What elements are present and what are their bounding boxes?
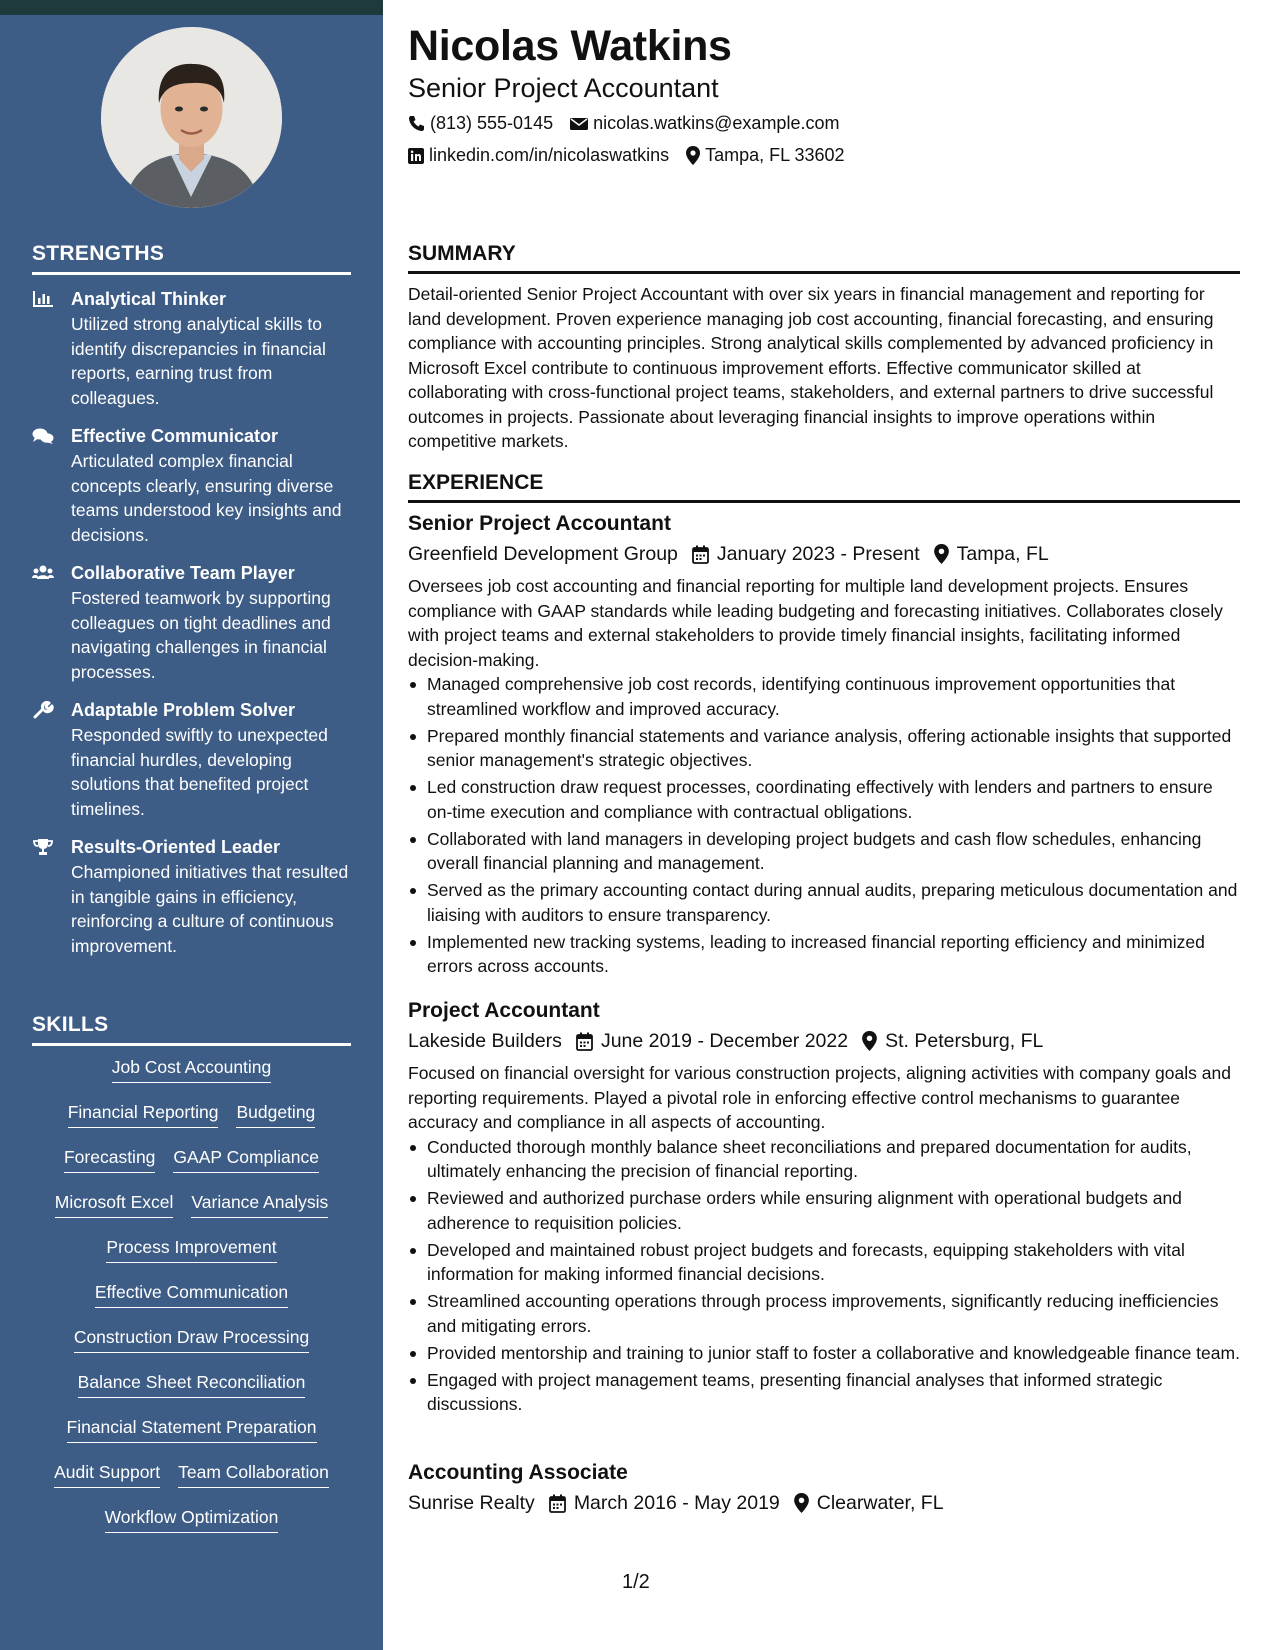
chart-icon xyxy=(32,290,54,308)
contact-row xyxy=(408,145,862,166)
skill-row xyxy=(32,1280,351,1325)
strength-description: Articulated complex financial concepts clearly, ensuring diverse teams understood key insights and decisions. xyxy=(71,451,342,545)
job-dates: March 2016 - May 2019 xyxy=(573,1492,780,1514)
skill-row xyxy=(32,1325,351,1370)
job-bullets xyxy=(408,672,1240,979)
strengths-heading: STRENGTHS xyxy=(32,242,351,275)
linkedin-contact[interactable] xyxy=(408,145,669,166)
calendar-icon xyxy=(692,545,709,564)
email-address: nicolas.watkins@example.com xyxy=(593,113,840,133)
job-meta xyxy=(408,1489,1240,1517)
job-description: Oversees job cost accounting and financial reporting for multiple land development projects. Ensures compliance with GAAP standards while leading budgeting and forecasting initiatives. Collaborates closely with project teams and external stakeholders to provide timely financial insights, facilitating informed decision-making. xyxy=(408,576,1223,670)
avatar xyxy=(101,27,282,208)
skill-row xyxy=(32,1505,351,1550)
summary-text: Detail-oriented Senior Project Accountant with over six years in financial management and reporting for land development. Proven experience managing job cost accounting, financial forecasting, and ensuring compliance with accounting principles. Strong analytical skills complemented by advanced proficiency in Microsoft Excel contribute to continuous improvement efforts. Effective communicator skilled at collaborating with cross-functional project teams, stakeholders, and external partners to drive successful outcomes in projects. Passionate about leveraging financial insights to improve operations within competitive markets. xyxy=(408,284,1214,451)
job-location: St. Petersburg, FL xyxy=(885,1030,1044,1052)
strength-item xyxy=(32,698,362,821)
email-contact[interactable] xyxy=(570,113,839,134)
job-location: Tampa, FL xyxy=(956,543,1049,565)
skill-row xyxy=(32,1370,351,1415)
strengths-list xyxy=(32,287,362,972)
skills-list xyxy=(32,1055,351,1550)
strength-description: Responded swiftly to unexpected financial hurdles, developing solutions that benefited project timelines. xyxy=(71,725,328,819)
skill-tag: Forecasting xyxy=(64,1145,155,1173)
company-name: Sunrise Realty xyxy=(408,1492,535,1514)
job-bullets xyxy=(408,1135,1240,1417)
candidate-title: Senior Project Accountant xyxy=(408,73,719,103)
location-text: Tampa, FL 33602 xyxy=(705,145,845,165)
strength-title: Adaptable Problem Solver xyxy=(71,700,296,720)
strength-item xyxy=(32,561,362,684)
job-title: Project Accountant xyxy=(408,999,600,1022)
calendar-icon xyxy=(576,1032,593,1051)
page-number: 1/2 xyxy=(622,1571,650,1593)
skill-row xyxy=(32,1190,351,1235)
calendar-icon xyxy=(549,1494,566,1513)
company-name: Greenfield Development Group xyxy=(408,543,678,565)
wrench-icon xyxy=(32,701,54,719)
skill-row xyxy=(32,1415,351,1460)
location-contact xyxy=(686,145,844,166)
skill-tag: Team Collaboration xyxy=(178,1460,329,1488)
phone-number: (813) 555-0145 xyxy=(430,113,554,133)
job-entry xyxy=(408,510,1240,981)
skill-tag: Effective Communication xyxy=(95,1280,288,1308)
contact-row xyxy=(408,113,856,134)
job-entry xyxy=(408,997,1240,1419)
skill-tag: Financial Statement Preparation xyxy=(67,1415,317,1443)
map-pin-icon xyxy=(686,146,700,165)
company-name: Lakeside Builders xyxy=(408,1030,562,1052)
phone-contact[interactable] xyxy=(408,113,553,134)
job-bullet: Conducted thorough monthly balance sheet reconciliations and prepared documentation for audits, ultimately enhancing the precision of financial reporting. xyxy=(408,1135,1240,1184)
job-bullet: Collaborated with land managers in developing project budgets and cash flow schedules, enhancing overall financial planning and management. xyxy=(408,827,1240,876)
job-bullet: Developed and maintained robust project budgets and forecasts, equipping stakeholders with vital information for making informed financial decisions. xyxy=(408,1238,1240,1287)
job-bullet: Engaged with project management teams, presenting financial analyses that informed strategic discussions. xyxy=(408,1368,1240,1417)
skill-row xyxy=(32,1100,351,1145)
sidebar xyxy=(0,0,383,1650)
skill-tag: Budgeting xyxy=(236,1100,315,1128)
trophy-icon xyxy=(32,838,54,856)
skill-tag: Microsoft Excel xyxy=(55,1190,174,1218)
strength-title: Analytical Thinker xyxy=(71,289,227,309)
job-title: Accounting Associate xyxy=(408,1461,628,1484)
job-title: Senior Project Accountant xyxy=(408,512,671,535)
job-entry xyxy=(408,1459,1240,1517)
skill-tag: Balance Sheet Reconciliation xyxy=(78,1370,306,1398)
envelope-icon xyxy=(570,117,588,131)
summary-heading: SUMMARY xyxy=(408,242,1240,274)
job-bullet: Provided mentorship and training to junior staff to foster a collaborative and knowledgeable finance team. xyxy=(408,1341,1240,1366)
skill-tag: Financial Reporting xyxy=(68,1100,219,1128)
job-description: Focused on financial oversight for various construction projects, aligning activities with company goals and reporting requirements. Played a pivotal role in enforcing effective control mechanisms to guarantee accuracy and compliance in all aspects of accounting. xyxy=(408,1063,1231,1132)
job-bullet: Streamlined accounting operations through process improvements, significantly reducing inefficiencies and mitigating errors. xyxy=(408,1289,1240,1338)
comments-icon xyxy=(32,427,54,445)
job-bullet: Prepared monthly financial statements and variance analysis, offering actionable insights that supported senior management's strategic objectives. xyxy=(408,724,1240,773)
job-bullet: Served as the primary accounting contact during annual audits, preparing meticulous documentation and liaising with auditors to ensure transparency. xyxy=(408,878,1240,927)
job-location: Clearwater, FL xyxy=(816,1492,944,1514)
candidate-name: Nicolas Watkins xyxy=(408,22,732,70)
map-pin-icon xyxy=(794,1493,809,1513)
experience-heading: EXPERIENCE xyxy=(408,471,1240,503)
skill-tag: GAAP Compliance xyxy=(173,1145,319,1173)
users-icon xyxy=(32,564,54,582)
skill-row xyxy=(32,1145,351,1190)
skill-tag: Job Cost Accounting xyxy=(112,1055,272,1083)
job-bullet: Led construction draw request processes, coordinating effectively with lenders and partners to ensure on-time execution and compliance with contractual obligations. xyxy=(408,775,1240,824)
strength-description: Fostered teamwork by supporting colleagues on tight deadlines and navigating challenges in financial processes. xyxy=(71,588,331,682)
map-pin-icon xyxy=(862,1031,877,1051)
strength-item xyxy=(32,287,362,410)
skill-tag: Workflow Optimization xyxy=(105,1505,279,1533)
job-meta xyxy=(408,1027,1240,1055)
strength-description: Utilized strong analytical skills to identify discrepancies in financial reports, earning trust from colleagues. xyxy=(71,314,326,408)
skill-row xyxy=(32,1235,351,1280)
strength-item xyxy=(32,424,362,547)
strength-item xyxy=(32,835,362,958)
skill-tag: Process Improvement xyxy=(106,1235,276,1263)
strength-description: Championed initiatives that resulted in tangible gains in efficiency, reinforcing a culture of continuous improvement. xyxy=(71,862,349,956)
strength-title: Effective Communicator xyxy=(71,426,279,446)
job-bullet: Reviewed and authorized purchase orders while ensuring alignment with operational budgets and adherence to requisition policies. xyxy=(408,1186,1240,1235)
job-dates: January 2023 - Present xyxy=(716,543,920,565)
sidebar-top-bar xyxy=(0,0,383,15)
job-bullet: Managed comprehensive job cost records, identifying continuous improvement opportunities that streamlined workflow and improved accuracy. xyxy=(408,672,1240,721)
strength-title: Collaborative Team Player xyxy=(71,563,295,583)
job-bullet: Implemented new tracking systems, leading to increased financial reporting efficiency and minimized errors across accounts. xyxy=(408,930,1240,979)
skill-tag: Audit Support xyxy=(54,1460,160,1488)
skills-heading: SKILLS xyxy=(32,1013,351,1046)
skill-row xyxy=(32,1055,351,1100)
job-dates: June 2019 - December 2022 xyxy=(600,1030,849,1052)
skill-tag: Construction Draw Processing xyxy=(74,1325,309,1353)
phone-icon xyxy=(408,115,425,132)
job-meta xyxy=(408,540,1240,568)
skill-tag: Variance Analysis xyxy=(191,1190,328,1218)
linkedin-icon xyxy=(408,148,424,164)
linkedin-url: linkedin.com/in/nicolaswatkins xyxy=(429,145,670,165)
map-pin-icon xyxy=(934,544,949,564)
skill-row xyxy=(32,1460,351,1505)
strength-title: Results-Oriented Leader xyxy=(71,837,281,857)
